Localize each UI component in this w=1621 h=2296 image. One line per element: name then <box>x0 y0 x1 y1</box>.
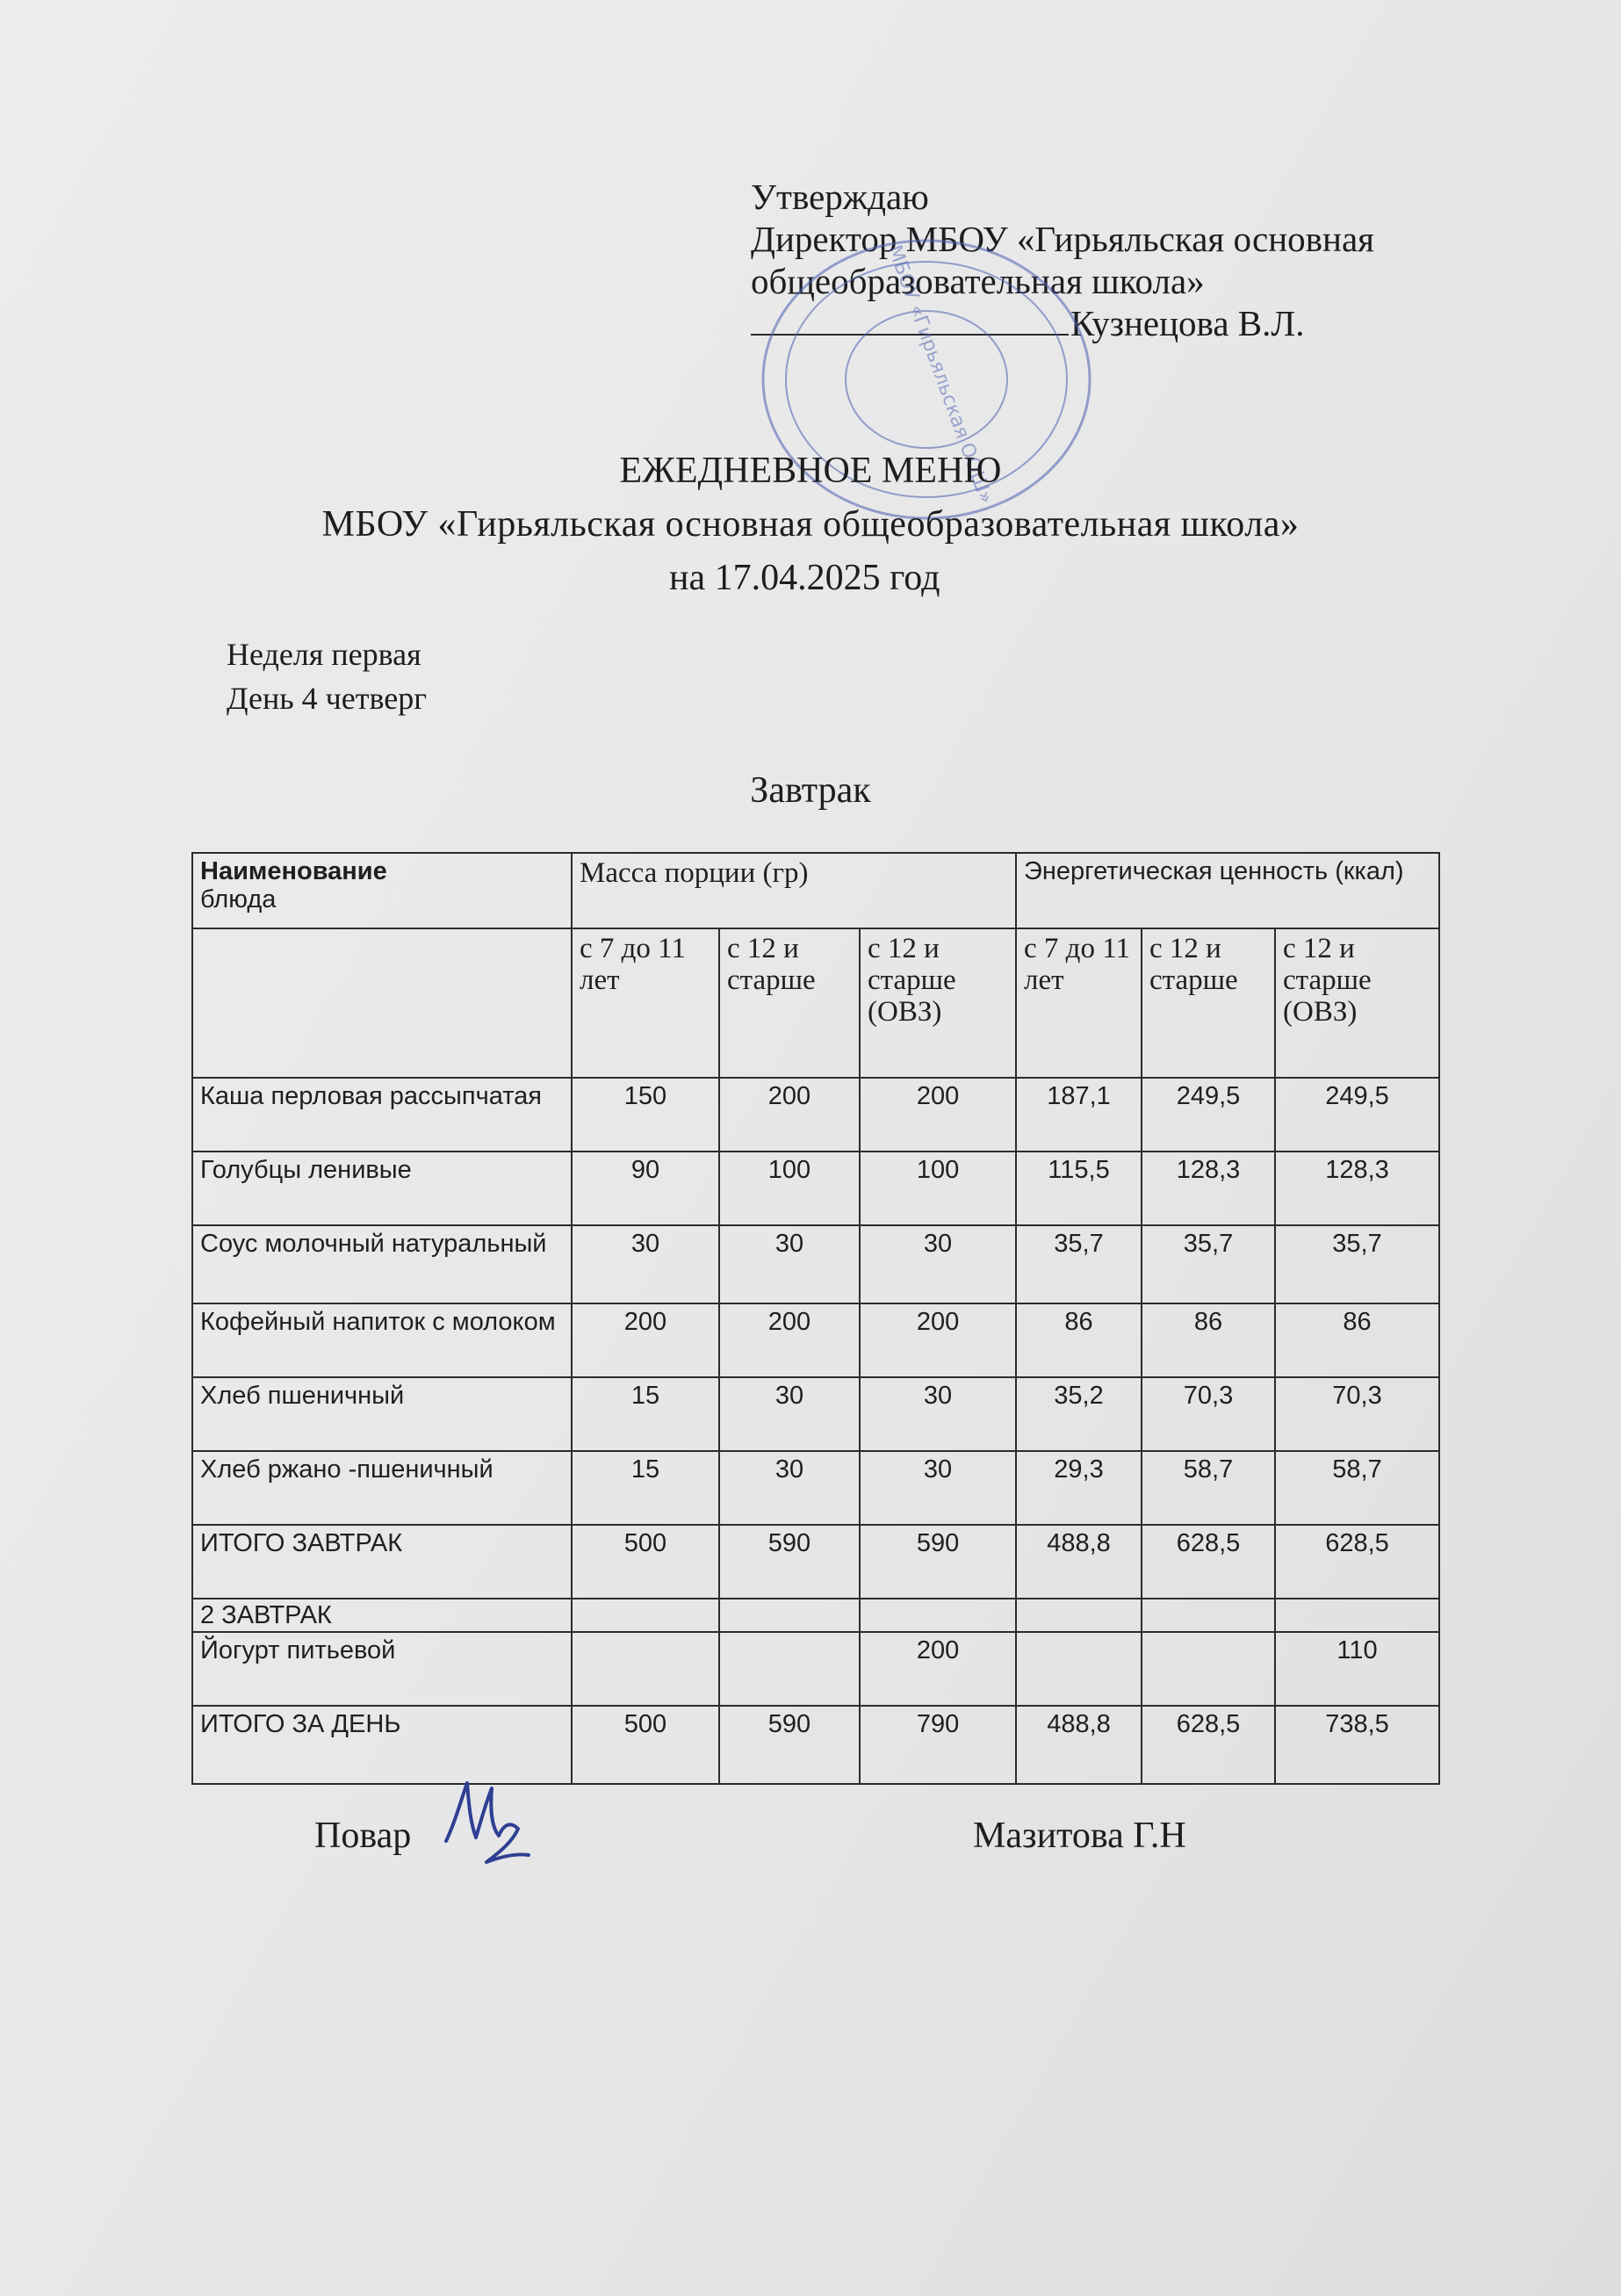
dish-value <box>572 1632 719 1706</box>
dish-value: 100 <box>719 1152 860 1225</box>
cook-signature <box>437 1771 534 1867</box>
dish-value: 628,5 <box>1142 1525 1275 1599</box>
table-row <box>192 1525 1439 1599</box>
dish-name: Голубцы ленивые <box>192 1152 572 1225</box>
stamp-text: МБОУ «Гирьяльская ООШ» <box>883 242 998 507</box>
dish-value <box>719 1599 860 1632</box>
dish-value <box>1142 1599 1275 1632</box>
dish-name: Хлеб пшеничный <box>192 1377 572 1451</box>
table-row <box>192 1303 1439 1377</box>
dish-value <box>1275 1599 1439 1632</box>
dish-name: Йогурт питьевой <box>192 1632 572 1706</box>
dish-value: 86 <box>1016 1303 1142 1377</box>
dish-value: 86 <box>1142 1303 1275 1377</box>
age-group-5: с 12 и старше (ОВЗ) <box>1275 928 1439 1078</box>
dish-value <box>572 1599 719 1632</box>
dish-value: 738,5 <box>1275 1706 1439 1784</box>
dish-value <box>860 1599 1016 1632</box>
dish-value: 128,3 <box>1275 1152 1439 1225</box>
day-label: День 4 четверг <box>227 681 428 716</box>
dish-value: 200 <box>719 1078 860 1152</box>
dish-name: ИТОГО ЗА ДЕНЬ <box>192 1706 572 1784</box>
dish-value: 488,8 <box>1016 1525 1142 1599</box>
dish-value: 15 <box>572 1377 719 1451</box>
table-row <box>192 1599 1439 1632</box>
school-line: общеобразовательная школа» <box>751 261 1205 301</box>
dish-value: 35,7 <box>1142 1225 1275 1303</box>
age-group-4: с 12 и старше <box>1142 928 1275 1078</box>
menu-date: на 17.04.2025 год <box>669 558 940 598</box>
dish-name: ИТОГО ЗАВТРАК <box>192 1525 572 1599</box>
dish-value: 35,2 <box>1016 1377 1142 1451</box>
dish-value: 58,7 <box>1142 1451 1275 1525</box>
dish-value: 590 <box>860 1525 1016 1599</box>
table-row <box>192 1152 1439 1225</box>
age-group-blank <box>192 928 572 1078</box>
dish-name: 2 ЗАВТРАК <box>192 1599 572 1632</box>
dish-value: 790 <box>860 1706 1016 1784</box>
dish-value: 30 <box>860 1451 1016 1525</box>
dish-value: 58,7 <box>1275 1451 1439 1525</box>
cook-name: Мазитова Г.Н <box>973 1816 1186 1856</box>
menu-school: МБОУ «Гирьяльская основная общеобразовательная школа» <box>321 504 1300 545</box>
dish-value: 200 <box>860 1632 1016 1706</box>
dish-value: 628,5 <box>1142 1706 1275 1784</box>
table-header-row <box>192 853 1439 928</box>
table-row <box>192 1225 1439 1303</box>
age-group-3: с 7 до 11 лет <box>1016 928 1142 1078</box>
meal-title: Завтрак <box>750 770 871 811</box>
dish-value: 200 <box>860 1078 1016 1152</box>
dish-value: 29,3 <box>1016 1451 1142 1525</box>
dish-value: 200 <box>860 1303 1016 1377</box>
dish-value: 150 <box>572 1078 719 1152</box>
dish-value: 200 <box>572 1303 719 1377</box>
dish-value: 110 <box>1275 1632 1439 1706</box>
dish-value: 500 <box>572 1706 719 1784</box>
dish-value: 30 <box>719 1225 860 1303</box>
dish-value: 128,3 <box>1142 1152 1275 1225</box>
age-group-1: с 12 и старше <box>719 928 860 1078</box>
dish-value: 30 <box>719 1377 860 1451</box>
table-row <box>192 1706 1439 1784</box>
dish-value: 30 <box>719 1451 860 1525</box>
dish-value <box>1142 1632 1275 1706</box>
director-name: Кузнецова В.Л. <box>1070 303 1305 343</box>
dish-value <box>719 1632 860 1706</box>
dish-value: 86 <box>1275 1303 1439 1377</box>
dish-name: Кофейный напиток с молоком <box>192 1303 572 1377</box>
dish-value: 187,1 <box>1016 1078 1142 1152</box>
dish-value <box>1016 1632 1142 1706</box>
dish-value: 249,5 <box>1142 1078 1275 1152</box>
dish-value: 30 <box>860 1225 1016 1303</box>
dish-name: Хлеб ржано -пшеничный <box>192 1451 572 1525</box>
approve-word: Утверждаю <box>751 177 929 217</box>
menu-title: ЕЖЕДНЕВНОЕ МЕНЮ <box>619 451 1002 491</box>
dish-value: 249,5 <box>1275 1078 1439 1152</box>
director-line: Директор МБОУ «Гирьяльская основная <box>751 219 1375 259</box>
dish-value: 590 <box>719 1525 860 1599</box>
age-group-2: с 12 и старше (ОВЗ) <box>860 928 1016 1078</box>
dish-value: 628,5 <box>1275 1525 1439 1599</box>
header-energy: Энергетическая ценность (ккал) <box>1016 853 1439 928</box>
menu-table <box>191 852 1440 1785</box>
dish-value: 30 <box>572 1225 719 1303</box>
dish-value: 15 <box>572 1451 719 1525</box>
header-mass: Масса порции (гр) <box>572 853 1016 928</box>
dish-value: 488,8 <box>1016 1706 1142 1784</box>
dish-name: Каша перловая рассыпчатая <box>192 1078 572 1152</box>
dish-value: 100 <box>860 1152 1016 1225</box>
table-row <box>192 1451 1439 1525</box>
table-row <box>192 1632 1439 1706</box>
header-dish-name: Наименование блюда <box>192 853 572 928</box>
age-group-row <box>192 928 1439 1078</box>
dish-value: 90 <box>572 1152 719 1225</box>
dish-value: 35,7 <box>1275 1225 1439 1303</box>
dish-value: 590 <box>719 1706 860 1784</box>
week-label: Неделя первая <box>227 637 421 672</box>
age-group-0: с 7 до 11 лет <box>572 928 719 1078</box>
dish-value: 30 <box>860 1377 1016 1451</box>
dish-value: 200 <box>719 1303 860 1377</box>
dish-name: Соус молочный натуральный <box>192 1225 572 1303</box>
dish-value: 35,7 <box>1016 1225 1142 1303</box>
cook-label: Повар <box>314 1816 412 1856</box>
dish-value: 500 <box>572 1525 719 1599</box>
dish-value: 115,5 <box>1016 1152 1142 1225</box>
dish-value <box>1016 1599 1142 1632</box>
dish-value: 70,3 <box>1142 1377 1275 1451</box>
table-row <box>192 1377 1439 1451</box>
dish-value: 70,3 <box>1275 1377 1439 1451</box>
table-row <box>192 1078 1439 1152</box>
